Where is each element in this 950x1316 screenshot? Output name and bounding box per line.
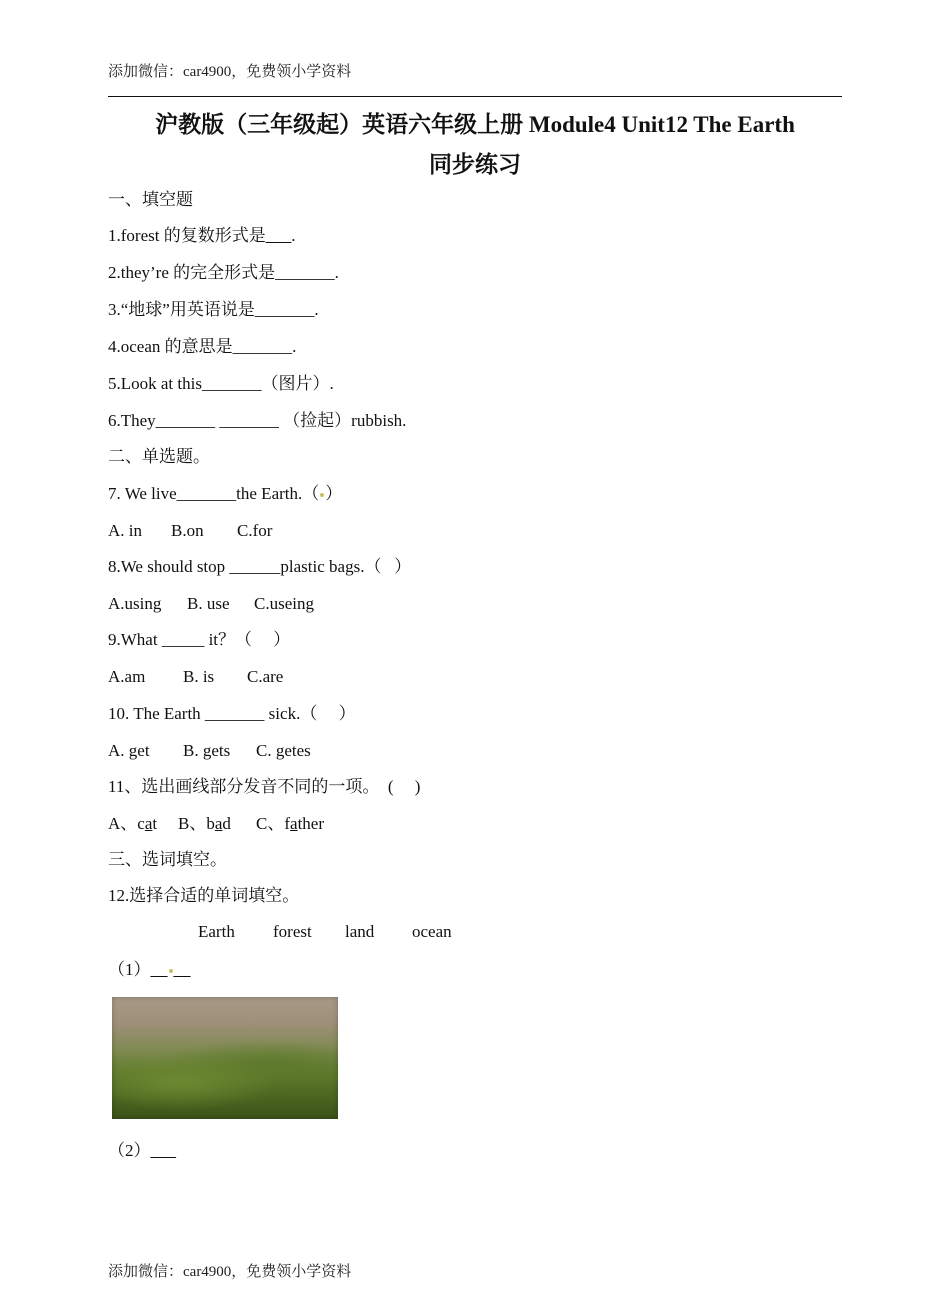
q11-option-c-underlined: a xyxy=(290,814,298,833)
q9-option-a: A.am xyxy=(108,667,146,686)
header-rule xyxy=(108,96,842,97)
q8-options xyxy=(108,593,314,615)
document-subtitle: 同步练习 xyxy=(429,152,521,177)
document-title: 沪教版（三年级起）英语六年级上册 Module4 Unit12 The Earth xyxy=(155,112,795,137)
q11-option-c-label: C、 xyxy=(256,814,285,833)
q11-option-a xyxy=(108,813,178,835)
question-5: 5.Look at this_______（图片）. xyxy=(108,374,334,393)
q11-options xyxy=(108,813,324,835)
q12-item-2 xyxy=(108,1140,176,1162)
section-single-choice-heading: 二、单选题。 xyxy=(108,447,210,466)
q11-option-a-pre: c xyxy=(137,814,145,833)
question-7 xyxy=(108,483,342,505)
q7-option-a: A. in xyxy=(108,521,142,540)
question-3: 3.“地球”用英语说是_______. xyxy=(108,300,319,319)
q10-option-c: C. getes xyxy=(256,741,311,760)
section-fill-blank-heading: 一、填空题 xyxy=(108,190,193,209)
q11-option-c xyxy=(256,813,324,835)
question-6: 6.They_______ _______ （捡起）rubbish. xyxy=(108,411,407,430)
q9-option-b: B. is xyxy=(183,667,215,686)
q11-option-b-underlined: a xyxy=(214,814,223,833)
q11-option-a-label: A、 xyxy=(108,814,138,833)
question-2: 2.they’re 的完全形式是_______. xyxy=(108,263,339,282)
word-bank-forest: forest xyxy=(273,922,312,941)
question-8: 8.We should stop ______plastic bags.（ ） xyxy=(108,557,412,576)
q8-option-b: B. use xyxy=(187,594,230,613)
q11-option-c-pre: f xyxy=(284,814,291,833)
section-word-choice-heading: 三、选词填空。 xyxy=(108,850,227,869)
q9-option-c: C.are xyxy=(247,667,284,686)
word-bank-ocean: ocean xyxy=(412,922,452,941)
word-bank-land: land xyxy=(345,922,375,941)
q7-stem: 7. We live_______the Earth.（ xyxy=(108,484,320,503)
q7-option-c: C.for xyxy=(237,521,273,540)
q1-end: . xyxy=(291,226,296,245)
q11-option-b xyxy=(178,813,256,835)
q11-option-b-post: d xyxy=(222,814,231,833)
question-10: 10. The Earth _______ sick.（ ） xyxy=(108,704,356,723)
page-header: 添加微信：car4900，免费领小学资料 xyxy=(108,64,352,80)
q8-option-c: C.useing xyxy=(254,594,314,613)
q7-options xyxy=(108,520,272,542)
q11-option-b-pre: b xyxy=(206,814,215,833)
q10-option-a: A. get xyxy=(108,741,150,760)
q1-blank: ___ xyxy=(265,226,292,245)
q12-item-1-blank: __ xyxy=(150,960,168,979)
question-4: 4.ocean 的意思是_______. xyxy=(108,337,297,356)
q11-option-a-underlined: a xyxy=(144,814,153,833)
q11-option-b-label: B、 xyxy=(178,814,207,833)
q11-option-a-post: t xyxy=(152,814,158,833)
question-1 xyxy=(108,225,295,247)
q8-option-a: A.using xyxy=(108,594,162,613)
answer-dot-mark xyxy=(169,969,173,973)
q1-number: 1. xyxy=(108,226,121,245)
question-11: 11、选出画线部分发音不同的一项。 ( ) xyxy=(108,777,421,796)
q9-options xyxy=(108,666,283,688)
rolling-hills-land-picture xyxy=(112,997,338,1119)
q12-item-1 xyxy=(108,959,191,981)
q10-options xyxy=(108,740,311,762)
question-12: 12.选择合适的单词填空。 xyxy=(108,886,300,905)
q12-item-1-blank-end: __ xyxy=(173,960,191,979)
page-footer: 添加微信：car4900，免费领小学资料 xyxy=(108,1264,352,1280)
answer-dot-mark xyxy=(320,493,324,497)
q7-stem-end: ） xyxy=(325,484,343,503)
q12-item-2-label: （2） xyxy=(108,1141,151,1160)
q11-option-c-post: ther xyxy=(297,814,324,833)
q12-item-2-blank: ___ xyxy=(150,1141,176,1160)
q1-text: forest 的复数形式是 xyxy=(120,226,266,245)
question-9: 9.What _____ it？（ ） xyxy=(108,630,291,649)
q7-option-b: B.on xyxy=(171,521,204,540)
q10-option-b: B. gets xyxy=(183,741,231,760)
word-bank-earth: Earth xyxy=(198,922,235,941)
q12-item-1-label: （1） xyxy=(108,960,151,979)
